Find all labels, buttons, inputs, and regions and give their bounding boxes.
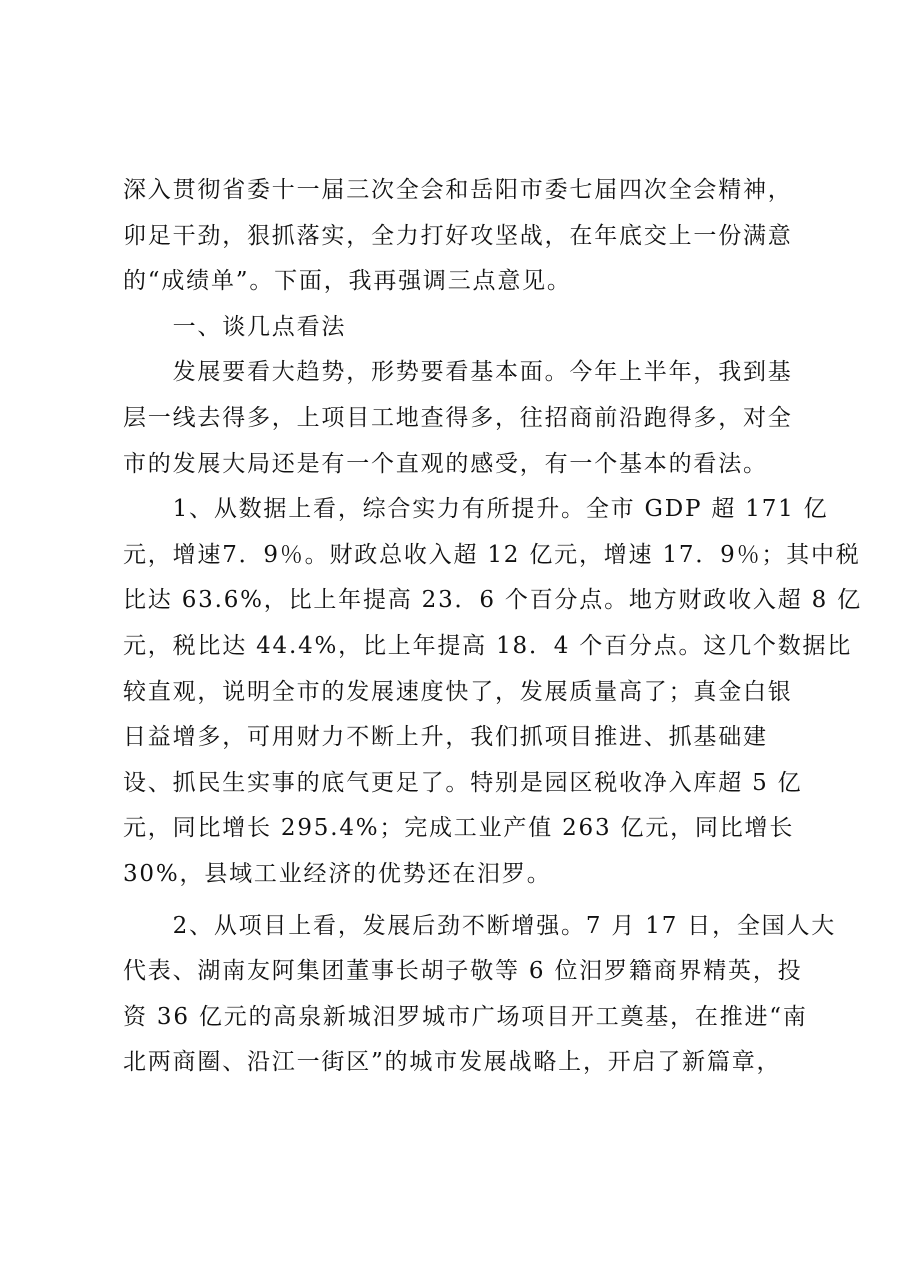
text-line: 北两商圈、沿江一街区”的城市发展战略上，开启了新篇章， xyxy=(123,1049,782,1076)
text-line: 较直观，说明全市的发展速度快了，发展质量高了；真金白银 xyxy=(123,678,793,705)
text-line: 30%，县域工业经济的优势还在汨罗。 xyxy=(123,860,552,887)
text-line: 设、抓民生实事的底气更足了。特别是园区税收净入库超 5 亿 xyxy=(123,769,803,796)
text-line: 2、从项目上看，发展后劲不断增强。7 月 17 日，全国人大 xyxy=(123,912,837,939)
text-line: 元，同比增长 295.4%；完成工业产值 263 亿元，同比增长 xyxy=(123,815,795,842)
text-line: 深入贯彻省委十一届三次全会和岳阳市委七届四次全会精神， xyxy=(123,177,793,203)
text-line: 卯足干劲，狠抓落实，全力打好攻坚战，在年底交上一份满意 xyxy=(123,222,793,249)
text-line: 元，增速7．9％。财政总收入超 12 亿元，增速 17．9％；其中税 xyxy=(123,541,861,568)
text-line: 市的发展大局还是有一个直观的感受，有一个基本的看法。 xyxy=(123,450,768,477)
text-line: 比达 63.6%，比上年提高 23．6 个百分点。地方财政收入超 8 亿 xyxy=(123,587,862,614)
section-heading: 一、谈几点看法 xyxy=(123,313,347,340)
text-line: 日益增多，可用财力不断上升，我们抓项目推进、抓基础建 xyxy=(123,724,768,751)
text-line: 资 36 亿元的高泉新城汨罗城市广场项目开工奠基，在推进“南 xyxy=(123,1003,808,1030)
text-line: 的“成绩单”。下面，我再强调三点意见。 xyxy=(123,268,572,295)
text-line: 1、从数据上看，综合实力有所提升。全市 GDP 超 171 亿 xyxy=(123,496,829,523)
body-text xyxy=(123,168,862,1086)
text-line: 代表、湖南友阿集团董事长胡子敬等 6 位汨罗籍商界精英，投 xyxy=(123,958,803,985)
text-line: 元，税比达 44.4%，比上年提高 18．4 个百分点。这几个数据比 xyxy=(123,632,853,659)
text-line: 层一线去得多，上项目工地查得多，往招商前沿跑得多，对全 xyxy=(123,404,793,431)
text-line: 发展要看大趋势，形势要看基本面。今年上半年，我到基 xyxy=(123,359,793,386)
